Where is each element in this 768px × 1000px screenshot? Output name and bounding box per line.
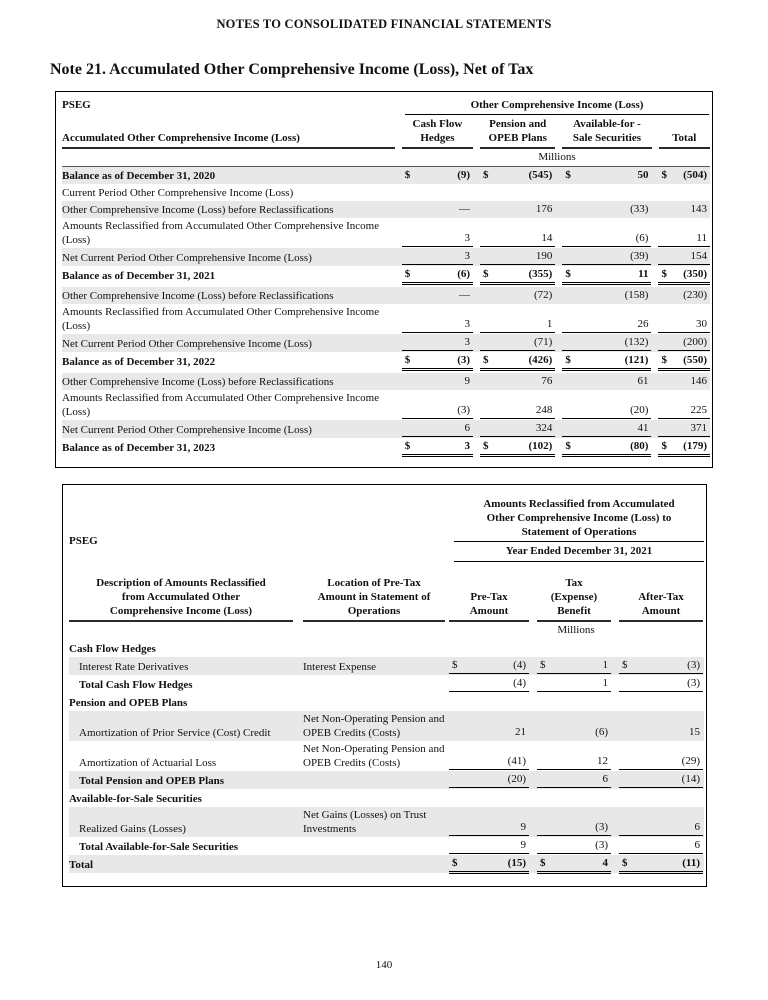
value: 14 (541, 232, 553, 244)
table2-entity-label: PSEG (69, 535, 98, 547)
table1-group-header: Other Comprehensive Income (Loss) (405, 98, 709, 115)
value-cell (402, 231, 473, 247)
row-label: Net Current Period Other Comprehensive Income (Loss) (62, 338, 312, 350)
dollar-sign: $ (404, 169, 411, 181)
value-cell (562, 335, 651, 351)
row-label: Balance as of December 31, 2022 (62, 356, 216, 368)
value: (72) (533, 289, 553, 301)
value: 154 (690, 250, 707, 262)
table2-group-header (454, 497, 704, 562)
value-cell (537, 856, 611, 872)
row-label: Amounts Reclassified from Accumulated Other Comprehensive Income (Loss) (62, 392, 380, 418)
value-cell (402, 168, 473, 183)
row-description: Pension and OPEB Plans (69, 697, 188, 709)
value: 21 (515, 726, 526, 738)
value: 1 (602, 677, 608, 689)
value-cell (658, 353, 710, 369)
value: (3) (687, 677, 700, 689)
table-row (69, 855, 704, 873)
row-description: Total (69, 859, 94, 871)
value: (179) (683, 440, 707, 452)
value: (350) (683, 268, 707, 280)
table1-units-label: Millions (538, 151, 576, 163)
row-label: Other Comprehensive Income (Loss) before Reclassifications (62, 376, 334, 388)
value-cell (402, 374, 473, 389)
value: 30 (696, 318, 707, 330)
row-label: Balance as of December 31, 2021 (62, 270, 216, 282)
value: (3) (687, 659, 700, 671)
value-cell (658, 199, 710, 200)
value-cell (562, 353, 651, 369)
value: 3 (464, 336, 471, 348)
dollar-sign: $ (565, 354, 571, 366)
table1-body (62, 167, 710, 456)
table1-row-label-header: Accumulated Other Comprehensive Income (Loss) (62, 117, 395, 149)
table-row (62, 184, 710, 201)
dollar-sign: $ (540, 659, 546, 671)
value-cell (480, 335, 555, 351)
value-cell (480, 421, 555, 437)
value: 6 (464, 422, 471, 434)
row-description: Amortization of Actuarial Loss (79, 757, 217, 769)
value-cell (537, 676, 611, 692)
value: 3 (464, 232, 471, 244)
dollar-sign: $ (483, 354, 489, 366)
value-cell (480, 249, 555, 265)
table-row (62, 248, 710, 266)
value-cell (402, 288, 473, 303)
table1-column-header (402, 117, 473, 149)
table-row (62, 438, 710, 456)
table2-group-header-text: Amounts Reclassified from Accumulated Other Comprehensive Income (Loss) to Statement of Operations (454, 497, 704, 542)
value-cell (480, 202, 555, 217)
value: (230) (683, 289, 707, 301)
value: (20) (507, 773, 526, 785)
value-cell (658, 288, 710, 303)
value: 248 (535, 404, 553, 416)
value-cell (480, 288, 555, 303)
table-row (69, 771, 704, 789)
value-cell (537, 658, 611, 674)
table1-column-header-text: Total (672, 132, 697, 144)
table-row (69, 675, 704, 693)
value: (3) (595, 821, 608, 833)
table-row (62, 373, 710, 390)
dollar-sign: $ (483, 169, 489, 181)
dollar-sign: $ (661, 440, 667, 452)
value: 3 (464, 318, 471, 330)
table1-column-header-text: Cash Flow Hedges (412, 118, 463, 144)
table-row (62, 167, 710, 184)
value-cell (562, 403, 651, 419)
row-description: Total Pension and OPEB Plans (79, 775, 225, 787)
value-cell (658, 317, 710, 333)
value: 11 (696, 232, 707, 244)
row-description: Available-for-Sale Securities (69, 793, 202, 805)
value: (355) (528, 268, 553, 280)
value-cell (658, 249, 710, 265)
table2-units-label: Millions (557, 624, 595, 636)
value: (3) (457, 404, 471, 416)
value-cell (658, 421, 710, 437)
table1-header-row (62, 98, 710, 115)
dollar-sign: $ (540, 857, 546, 869)
table2-header-row (69, 497, 704, 562)
value: 1 (546, 318, 553, 330)
table-row (62, 420, 710, 438)
table1-column-header-text: Available-for - Sale Securities (572, 118, 641, 144)
table2-column-header-text: Pre-Tax Amount (469, 591, 509, 617)
value: (14) (681, 773, 700, 785)
table-row (62, 218, 710, 248)
value: 50 (637, 169, 649, 181)
table2-column-header (303, 576, 445, 622)
dollar-sign: $ (483, 268, 489, 280)
row-label: Other Comprehensive Income (Loss) before Reclassifications (62, 204, 334, 216)
value-cell (562, 168, 651, 183)
value-cell (658, 403, 710, 419)
dollar-sign: $ (661, 268, 667, 280)
value-cell (619, 820, 703, 836)
value: 9 (520, 839, 526, 851)
table2-column-header-text: Tax (Expense) Benefit (550, 577, 598, 617)
value-cell (562, 421, 651, 437)
dollar-sign: $ (404, 354, 411, 366)
value-cell (562, 267, 651, 283)
value-cell (480, 353, 555, 369)
table-row (69, 639, 704, 657)
table-row (69, 693, 704, 711)
value: 41 (637, 422, 649, 434)
value: (29) (681, 755, 700, 767)
value: (9) (457, 169, 471, 181)
row-location: Interest Expense (303, 661, 376, 673)
row-description: Interest Rate Derivatives (79, 661, 189, 673)
value-cell (402, 403, 473, 419)
value: 176 (535, 203, 553, 215)
table1-column-header (480, 117, 555, 149)
row-label: Balance as of December 31, 2023 (62, 442, 216, 454)
value-cell (402, 421, 473, 437)
value: (550) (683, 354, 707, 366)
value-cell (537, 754, 611, 770)
value: 4 (602, 857, 608, 869)
table-row (69, 837, 704, 855)
value-cell (480, 374, 555, 389)
value-cell (449, 856, 529, 872)
value: 6 (602, 773, 608, 785)
value: (15) (507, 857, 526, 869)
value-cell (658, 374, 710, 389)
note-title: Note 21. Accumulated Other Comprehensive Income (Loss), Net of Tax (50, 61, 534, 78)
value-cell (658, 168, 710, 183)
value-cell (658, 202, 710, 217)
value: (545) (528, 169, 553, 181)
row-location: Net Non-Operating Pension and OPEB Credits (Costs) (303, 713, 445, 739)
dollar-sign: $ (622, 857, 628, 869)
value: 146 (690, 375, 707, 387)
value-cell (480, 231, 555, 247)
table2-column-header (619, 576, 703, 622)
value-cell (562, 202, 651, 217)
value: 6 (694, 821, 700, 833)
value-cell (537, 725, 611, 740)
value-cell (480, 267, 555, 283)
value-cell (562, 231, 651, 247)
page-number: 140 (375, 959, 393, 971)
table-row (69, 807, 704, 837)
row-description: Total Cash Flow Hedges (79, 679, 193, 691)
table-row (62, 201, 710, 218)
row-label: Current Period Other Comprehensive Income (Loss) (62, 187, 294, 199)
dollar-sign: $ (404, 268, 411, 280)
value: (121) (624, 354, 649, 366)
value: (158) (624, 289, 649, 301)
value-cell (480, 317, 555, 333)
dollar-sign: $ (565, 440, 571, 452)
table-row (62, 334, 710, 352)
table2-column-header-text: After-Tax Amount (638, 591, 684, 617)
table-row (69, 741, 704, 771)
value: 61 (637, 375, 649, 387)
value-cell (537, 820, 611, 836)
value-cell (562, 374, 651, 389)
value: — (459, 203, 471, 215)
value: (41) (507, 755, 526, 767)
row-label: Balance as of December 31, 2020 (62, 170, 216, 182)
value: (4) (513, 659, 526, 671)
value-cell (562, 288, 651, 303)
value-cell (402, 267, 473, 283)
table2-column-header-text: Description of Amounts Reclassified from Accumulated Other Comprehensive Income (Loss) (96, 577, 266, 617)
value-cell (562, 199, 651, 200)
table1-entity-label: PSEG (62, 99, 91, 111)
value: 9 (520, 821, 526, 833)
table1-column-header (659, 117, 711, 149)
value: (102) (528, 440, 553, 452)
value-cell (480, 403, 555, 419)
value: 12 (597, 755, 608, 767)
value: 1 (602, 659, 608, 671)
value-cell (658, 267, 710, 283)
table1-column-header (562, 117, 651, 149)
value-cell (449, 725, 529, 740)
value: (132) (624, 336, 649, 348)
table2-period-label: Year Ended December 31, 2021 (454, 542, 704, 562)
dollar-sign: $ (622, 659, 628, 671)
value: 225 (690, 404, 707, 416)
value-cell (619, 754, 703, 770)
table2-body (69, 639, 704, 873)
value-cell (402, 249, 473, 265)
table1-column-header-text: Pension and OPEB Plans (488, 118, 547, 144)
value-cell (449, 658, 529, 674)
value-cell (537, 772, 611, 788)
value-cell (619, 725, 703, 740)
table2-units-row (69, 622, 704, 639)
value-cell (658, 439, 710, 455)
table2-column-header (537, 576, 611, 622)
row-location: Net Gains (Losses) on Trust Investments (303, 809, 427, 835)
row-description: Realized Gains (Losses) (79, 823, 186, 835)
reclassification-detail-table (62, 484, 707, 887)
row-label: Net Current Period Other Comprehensive Income (Loss) (62, 424, 312, 436)
value-cell (619, 772, 703, 788)
value: (4) (513, 677, 526, 689)
value: 190 (535, 250, 553, 262)
table-row (69, 657, 704, 675)
value-cell (402, 199, 473, 200)
value: 143 (690, 203, 707, 215)
value: (33) (630, 203, 649, 215)
value: (6) (595, 726, 608, 738)
row-location: Net Non-Operating Pension and OPEB Credits (Costs) (303, 743, 445, 769)
dollar-sign: $ (565, 169, 571, 181)
value: (39) (630, 250, 649, 262)
value: (504) (683, 169, 707, 181)
value: (71) (533, 336, 553, 348)
value: (200) (683, 336, 707, 348)
table2-column-headers (69, 576, 704, 622)
value: (6) (457, 268, 471, 280)
value-cell (619, 658, 703, 674)
table2-column-header (69, 576, 293, 622)
value: (3) (595, 839, 608, 851)
value: 26 (637, 318, 649, 330)
value-cell (402, 335, 473, 351)
row-label: Net Current Period Other Comprehensive Income (Loss) (62, 252, 312, 264)
value: 6 (694, 839, 700, 851)
value-cell (402, 353, 473, 369)
value: 11 (638, 268, 649, 280)
value-cell (449, 772, 529, 788)
value-cell (449, 754, 529, 770)
dollar-sign: $ (661, 354, 667, 366)
row-label: Amounts Reclassified from Accumulated Other Comprehensive Income (Loss) (62, 220, 380, 246)
table-row (69, 789, 704, 807)
value-cell (449, 676, 529, 692)
document-header: NOTES TO CONSOLIDATED FINANCIAL STATEMENTS (216, 17, 552, 31)
row-label: Other Comprehensive Income (Loss) before Reclassifications (62, 290, 334, 302)
table-row (62, 287, 710, 304)
dollar-sign: $ (404, 440, 411, 452)
row-label: Amounts Reclassified from Accumulated Other Comprehensive Income (Loss) (62, 306, 380, 332)
value-cell (402, 317, 473, 333)
row-description: Total Available-for-Sale Securities (79, 841, 239, 853)
value: 15 (689, 726, 700, 738)
value: (11) (682, 857, 700, 869)
dollar-sign: $ (452, 857, 458, 869)
value-cell (537, 838, 611, 854)
value: 371 (690, 422, 707, 434)
value: — (459, 289, 471, 301)
dollar-sign: $ (661, 169, 667, 181)
value-cell (562, 317, 651, 333)
value: (20) (630, 404, 649, 416)
row-description: Amortization of Prior Service (Cost) Credit (79, 727, 271, 739)
value-cell (619, 676, 703, 692)
value-cell (658, 335, 710, 351)
value: (80) (630, 440, 649, 452)
table-row (62, 390, 710, 420)
table2-column-header (449, 576, 529, 622)
value: (426) (528, 354, 553, 366)
value-cell (402, 202, 473, 217)
value: 76 (541, 375, 553, 387)
value-cell (619, 838, 703, 854)
value-cell (449, 820, 529, 836)
value-cell (402, 439, 473, 455)
value-cell (619, 856, 703, 872)
table2-column-header-text: Location of Pre-Tax Amount in Statement of Operations (317, 577, 431, 617)
value-cell (449, 838, 529, 854)
value-cell (480, 199, 555, 200)
dollar-sign: $ (483, 440, 489, 452)
table-row (62, 352, 710, 370)
value: 3 (464, 250, 471, 262)
value-cell (480, 439, 555, 455)
value: (6) (635, 232, 649, 244)
value: (3) (457, 354, 471, 366)
table-row (62, 304, 710, 334)
table1-column-headers (62, 117, 710, 149)
row-description: Cash Flow Hedges (69, 643, 156, 655)
value-cell (480, 168, 555, 183)
table-row (62, 266, 710, 284)
value: 324 (535, 422, 553, 434)
value-cell (658, 231, 710, 247)
value: 9 (464, 375, 471, 387)
aoci-rollforward-table (55, 91, 713, 468)
dollar-sign: $ (565, 268, 571, 280)
value-cell (562, 249, 651, 265)
value: 3 (464, 440, 471, 452)
value-cell (562, 439, 651, 455)
table1-units-row (62, 149, 710, 167)
table-row (69, 711, 704, 741)
dollar-sign: $ (452, 659, 458, 671)
